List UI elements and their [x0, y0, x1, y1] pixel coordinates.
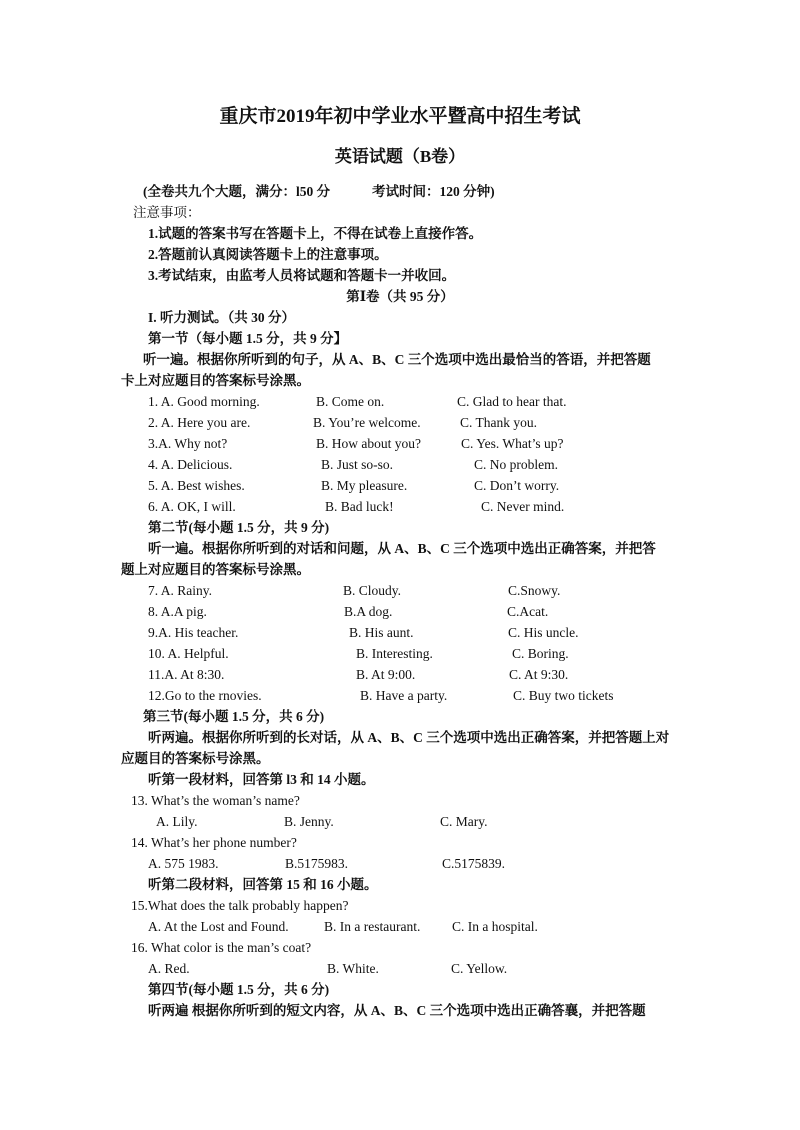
- section-heading: 第四节(每小题 1.5 分，共 6 分): [148, 982, 330, 997]
- material-heading: 听第一段材料，回答第 l3 和 14 小题。: [148, 772, 375, 787]
- option-b: B.A dog.: [344, 604, 393, 619]
- option-a: A. Red.: [148, 961, 190, 976]
- option-a: 8. A.A pig.: [148, 604, 207, 619]
- option-c: C. Thank you.: [460, 415, 537, 430]
- option-c: C. At 9:30.: [509, 667, 569, 682]
- material-heading: 听第二段材料，回答第 15 和 16 小题。: [148, 877, 378, 892]
- section-heading: 第三节(每小题 1.5 分，共 6 分): [143, 709, 325, 724]
- question-stem: 14. What’s her phone number?: [131, 835, 297, 850]
- option-a: 7. A. Rainy.: [148, 583, 212, 598]
- option-b: B.5175983.: [285, 856, 349, 871]
- option-b: B. Jenny.: [284, 814, 334, 829]
- option-b: B. Just so-so.: [321, 457, 394, 472]
- section-instruction: 应题目的答案标号涂黑。: [121, 751, 270, 766]
- notice-item: 1.试题的答案书写在答题卡上，不得在试卷上直接作答。: [148, 226, 483, 241]
- option-c: C. Mary.: [440, 814, 488, 829]
- option-a: 5. A. Best wishes.: [148, 478, 245, 493]
- option-a: A. Lily.: [156, 814, 198, 829]
- section-heading: 第二节(每小题 1.5 分，共 9 分): [148, 520, 330, 535]
- section-instruction: 听一遍。根据你所听到的句子，从 A、B、C 三个选项中选出最恰当的答语，并把答题: [143, 352, 651, 367]
- question-stem: 16. What color is the man’s coat?: [131, 940, 312, 955]
- option-c: C. Boring.: [512, 646, 569, 661]
- section-instruction: 卡上对应题目的答案标号涂黑。: [121, 373, 310, 388]
- option-c: C.5175839.: [442, 856, 506, 871]
- option-c: C. His uncle.: [508, 625, 579, 640]
- option-a: 2. A. Here you are.: [148, 415, 251, 430]
- notice-heading: 注意事项：: [133, 205, 201, 220]
- option-a: 3.A. Why not?: [148, 436, 228, 451]
- option-b: B. My pleasure.: [321, 478, 408, 493]
- option-b: B. In a restaurant.: [324, 919, 421, 934]
- option-c: C. In a hospital.: [452, 919, 538, 934]
- option-c: C. Yes. What’s up?: [461, 436, 564, 451]
- section-instruction: 听一遍。根据你所听到的对话和问题，从 A、B、C 三个选项中选出正确答案，并把答: [148, 541, 656, 556]
- part-one-heading: 第Ⅰ卷（共 95 分）: [346, 289, 454, 304]
- listening-heading: I. 听力测试。（共 30 分）: [148, 310, 296, 325]
- section-heading: 第一节（每小题 1.5 分，共 9 分】: [148, 331, 348, 346]
- option-a: 10. A. Helpful.: [148, 646, 229, 661]
- option-a: A. At the Lost and Found.: [148, 919, 289, 934]
- option-a: 9.A. His teacher.: [148, 625, 239, 640]
- option-b: B. His aunt.: [349, 625, 414, 640]
- option-c: C. Never mind.: [481, 499, 565, 514]
- option-b: B. Interesting.: [356, 646, 433, 661]
- exam-title: 重庆市2019年初中学业水平暨高中招生考试: [219, 106, 581, 127]
- option-b: B. At 9:00.: [356, 667, 416, 682]
- option-c: C. No problem.: [474, 457, 558, 472]
- option-c: C. Yellow.: [451, 961, 508, 976]
- exam-time: 考试时间：120 分钟): [372, 184, 495, 199]
- notice-item: 2.答题前认真阅读答题卡上的注意事项。: [148, 247, 388, 262]
- option-c: C.Snowy.: [508, 583, 561, 598]
- option-b: B. Come on.: [316, 394, 385, 409]
- section-instruction: 题上对应题目的答案标号涂黑。: [121, 562, 310, 577]
- option-b: B. Cloudy.: [343, 583, 402, 598]
- exam-info: (全卷共九个大题，满分：l50 分: [143, 184, 331, 199]
- option-b: B. Have a party.: [360, 688, 448, 703]
- option-c: C. Buy two tickets: [513, 688, 614, 703]
- option-a: 12.Go to the rnovies.: [148, 688, 262, 703]
- section-instruction: 听两遍。根据你所听到的长对话，从 A、B、C 三个选项中选出正确答案，并把答题上对: [148, 730, 670, 745]
- option-c: C.Acat.: [507, 604, 549, 619]
- question-stem: 15.What does the talk probably happen?: [131, 898, 349, 913]
- option-a: 6. A. OK, I will.: [148, 499, 236, 514]
- option-c: C. Don’t worry.: [474, 478, 560, 493]
- option-b: B. White.: [327, 961, 379, 976]
- question-stem: 13. What’s the woman’s name?: [131, 793, 300, 808]
- exam-subtitle: 英语试题（B卷）: [334, 147, 466, 166]
- option-a: 4. A. Delicious.: [148, 457, 233, 472]
- option-a: 1. A. Good morning.: [148, 394, 260, 409]
- option-b: B. Bad luck!: [325, 499, 394, 514]
- section-instruction: 听两遍 根据你所听到的短文内容，从 A、B、C 三个选项中选出正确答襄，并把答题: [148, 1003, 646, 1018]
- notice-item: 3.考试结束，由监考人员将试题和答题卡一并收回。: [148, 268, 456, 283]
- option-b: B. You’re welcome.: [313, 415, 421, 430]
- option-b: B. How about you?: [316, 436, 421, 451]
- option-c: C. Glad to hear that.: [457, 394, 567, 409]
- option-a: A. 575 1983.: [148, 856, 219, 871]
- option-a: 11.A. At 8:30.: [148, 667, 225, 682]
